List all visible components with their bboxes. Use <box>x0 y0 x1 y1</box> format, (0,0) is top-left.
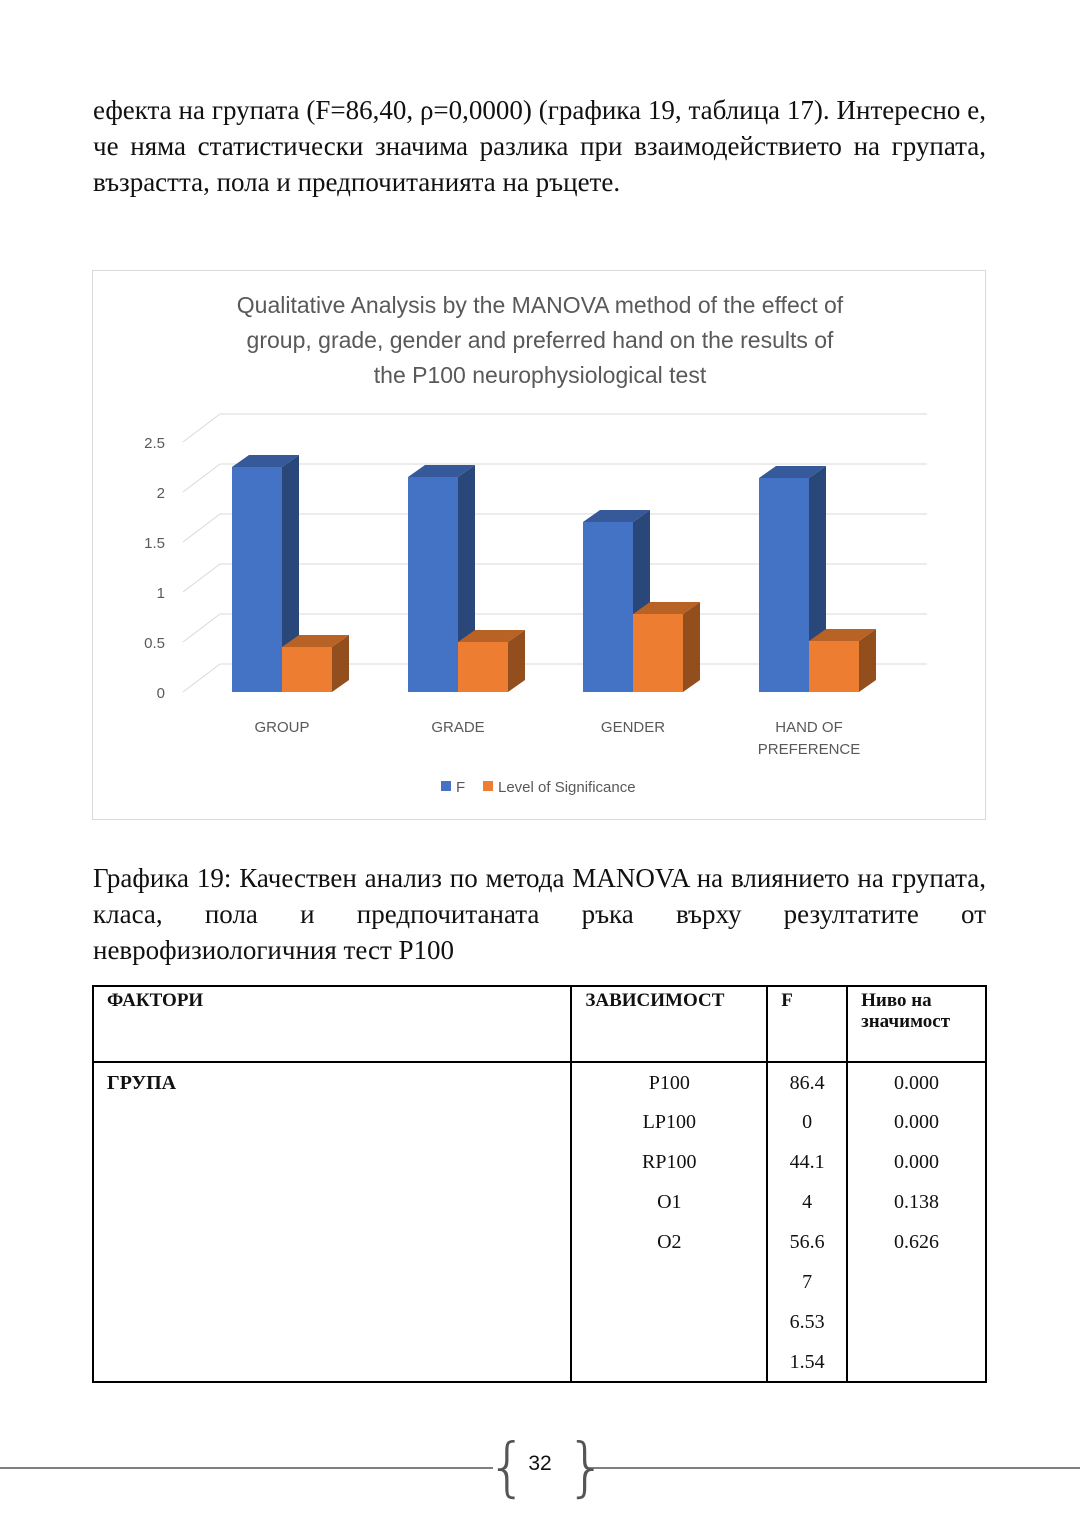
dependency-cell <box>571 1262 767 1302</box>
y-tick-label: 2.5 <box>144 435 165 452</box>
dependency-cell <box>571 1342 767 1382</box>
footer-rule-right <box>588 1467 1080 1469</box>
table-header-row <box>93 986 986 1062</box>
gridline-depth <box>183 414 220 442</box>
f-cell: 86.4 <box>767 1062 847 1102</box>
factor-cell <box>93 1262 571 1302</box>
left-brace-ornament: { <box>487 1431 528 1505</box>
right-brace-ornament: } <box>566 1431 607 1505</box>
table-row <box>93 1222 986 1262</box>
significance-cell: 0.000 <box>847 1142 986 1182</box>
y-tick-label: 1.5 <box>144 535 165 552</box>
chart-area <box>92 270 986 820</box>
significance-cell: 0.000 <box>847 1102 986 1142</box>
table-row <box>93 1302 986 1342</box>
table-row <box>93 1182 986 1222</box>
table-row <box>93 1102 986 1142</box>
gridline-depth <box>183 664 220 692</box>
f-cell: 1.54 <box>767 1342 847 1382</box>
table-row <box>93 1142 986 1182</box>
figure-caption: Графика 19: Качествен анализ по метода MANOVA на влиянието на групата, класа, пола и предпочитаната ръка върху резултатите от неврофизиологичния тест Р100 <box>93 863 986 965</box>
gridline-depth <box>183 614 220 642</box>
bar-f <box>759 478 809 692</box>
header-f: F <box>767 986 847 1062</box>
dependency-cell <box>571 1302 767 1342</box>
bar-f <box>583 522 633 692</box>
factor-cell: ГРУПА <box>93 1062 571 1102</box>
significance-cell: 0.626 <box>847 1222 986 1262</box>
bar-f <box>408 477 458 692</box>
factor-cell <box>93 1102 571 1142</box>
bar-significance <box>633 614 683 692</box>
factor-cell <box>93 1142 571 1182</box>
page-number: 32 <box>528 1452 552 1475</box>
significance-cell <box>847 1302 986 1342</box>
y-tick-label: 1 <box>156 585 165 602</box>
legend-label-significance: Level of Significance <box>498 779 636 796</box>
y-tick-label: 2 <box>156 485 165 502</box>
bar-significance <box>282 647 332 692</box>
y-tick-label: 0.5 <box>144 635 165 652</box>
table-row <box>93 1062 986 1102</box>
dependency-cell: O2 <box>571 1222 767 1262</box>
bar-side-significance <box>683 602 700 692</box>
significance-cell: 0.000 <box>847 1062 986 1102</box>
chart-title-line: group, grade, gender and preferred hand on the results of <box>246 327 834 353</box>
bar-chart <box>93 271 987 821</box>
gridline-depth <box>183 464 220 492</box>
bar-significance <box>809 641 859 692</box>
intro-paragraph: ефекта на групата (F=86,40, ρ=0,0000) (графика 19, таблица 17). Интересно е, че няма статистически значима разлика при взаимодействието на групата, възрастта, пола и предпочитанията на ръцете. <box>93 95 986 197</box>
header-dependency: ЗАВИСИМОСТ <box>571 986 767 1062</box>
f-cell: 56.6 <box>767 1222 847 1262</box>
factor-cell <box>93 1182 571 1222</box>
table-row <box>93 1262 986 1302</box>
f-cell: 7 <box>767 1262 847 1302</box>
factor-cell <box>93 1222 571 1262</box>
legend-label-f: F <box>456 779 466 796</box>
x-category-label: PREFERENCE <box>757 741 861 758</box>
dependency-cell: RP100 <box>571 1142 767 1182</box>
table-row <box>93 1342 986 1382</box>
gridline-depth <box>183 564 220 592</box>
footer-rule-left <box>0 1467 493 1469</box>
dependency-cell: O1 <box>571 1182 767 1222</box>
x-category-label: HAND OF <box>775 719 843 736</box>
dependency-cell: LP100 <box>571 1102 767 1142</box>
significance-cell <box>847 1262 986 1302</box>
results-table <box>92 985 987 1383</box>
x-category-label: GENDER <box>600 719 666 736</box>
legend-swatch-f <box>441 781 451 791</box>
f-cell: 6.53 <box>767 1302 847 1342</box>
chart-title-line: Qualitative Analysis by the MANOVA method of the effect of <box>236 292 844 318</box>
chart-title-line: the P100 neurophysiological test <box>373 362 707 388</box>
significance-cell <box>847 1342 986 1382</box>
legend-swatch-significance <box>483 781 493 791</box>
x-category-label: GROUP <box>254 719 310 736</box>
x-category-label: GRADE <box>431 719 485 736</box>
gridline-depth <box>183 514 220 542</box>
header-significance: Ниво на значимост <box>847 986 986 1062</box>
f-cell: 4 <box>767 1182 847 1222</box>
bar-significance <box>458 642 508 692</box>
bar-f <box>232 467 282 692</box>
f-cell: 0 <box>767 1102 847 1142</box>
dependency-cell: P100 <box>571 1062 767 1102</box>
factor-cell <box>93 1342 571 1382</box>
header-factors: ФАКТОРИ <box>93 986 571 1062</box>
significance-cell: 0.138 <box>847 1182 986 1222</box>
y-tick-label: 0 <box>156 685 165 702</box>
f-cell: 44.1 <box>767 1142 847 1182</box>
factor-cell <box>93 1302 571 1342</box>
